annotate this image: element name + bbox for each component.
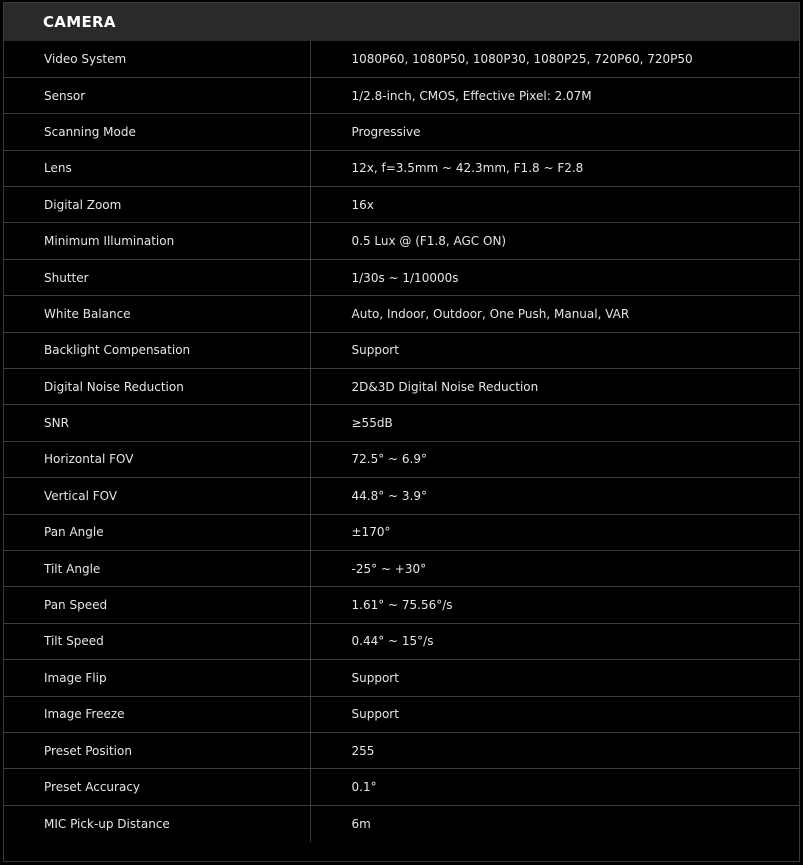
spec-label: Tilt Angle	[4, 550, 310, 586]
spec-label: Minimum Illumination	[4, 223, 310, 259]
spec-label: Pan Speed	[4, 587, 310, 623]
spec-value: ±170°	[310, 514, 799, 550]
table-row	[4, 623, 799, 659]
spec-value: 1/30s ~ 1/10000s	[310, 259, 799, 295]
spec-value: 0.44° ~ 15°/s	[310, 623, 799, 659]
spec-value: Support	[310, 696, 799, 732]
table-row	[4, 405, 799, 441]
spec-value: 1/2.8-inch, CMOS, Effective Pixel: 2.07M	[310, 77, 799, 113]
spec-value: Progressive	[310, 114, 799, 150]
spec-value: 2D&3D Digital Noise Reduction	[310, 369, 799, 405]
spec-value: Support	[310, 660, 799, 696]
spec-value: Auto, Indoor, Outdoor, One Push, Manual, VAR	[310, 296, 799, 332]
table-row	[4, 223, 799, 259]
spec-label: Sensor	[4, 77, 310, 113]
spec-value: 12x, f=3.5mm ~ 42.3mm, F1.8 ~ F2.8	[310, 150, 799, 186]
spec-label: Tilt Speed	[4, 623, 310, 659]
spec-value: 0.5 Lux @ (F1.8, AGC ON)	[310, 223, 799, 259]
table-row	[4, 550, 799, 586]
spec-label: MIC Pick-up Distance	[4, 805, 310, 841]
spec-label: Backlight Compensation	[4, 332, 310, 368]
spec-value: -25° ~ +30°	[310, 550, 799, 586]
spec-label: Image Freeze	[4, 696, 310, 732]
spec-value: 72.5° ~ 6.9°	[310, 441, 799, 477]
spec-label: Scanning Mode	[4, 114, 310, 150]
spec-value: Support	[310, 332, 799, 368]
spec-label: Vertical FOV	[4, 478, 310, 514]
spec-value: 1.61° ~ 75.56°/s	[310, 587, 799, 623]
table-row	[4, 187, 799, 223]
spec-label: Digital Noise Reduction	[4, 369, 310, 405]
table-row	[4, 769, 799, 805]
table-row	[4, 660, 799, 696]
table-row	[4, 805, 799, 841]
spec-label: SNR	[4, 405, 310, 441]
table-row	[4, 259, 799, 295]
spec-value: 6m	[351, 816, 371, 831]
camera-spec-panel	[3, 2, 800, 862]
table-row	[4, 332, 799, 368]
table-row	[4, 77, 799, 113]
table-row	[4, 696, 799, 732]
spec-table-body	[4, 41, 799, 842]
spec-value: 1080P60, 1080P50, 1080P30, 1080P25, 720P60, 720P50	[310, 41, 799, 77]
table-row	[4, 150, 799, 186]
spec-label: White Balance	[4, 296, 310, 332]
spec-label: Image Flip	[4, 660, 310, 696]
table-row	[4, 514, 799, 550]
table-row	[4, 41, 799, 77]
table-row	[4, 587, 799, 623]
spec-value: ≥55dB	[310, 405, 799, 441]
table-row	[4, 369, 799, 405]
table-row	[4, 296, 799, 332]
spec-label: Shutter	[4, 259, 310, 295]
spec-table	[4, 41, 799, 842]
section-header	[4, 3, 799, 41]
spec-label: Digital Zoom	[4, 187, 310, 223]
spec-label: Preset Position	[4, 732, 310, 768]
spec-label: Video System	[4, 41, 310, 77]
table-row	[4, 441, 799, 477]
table-row	[4, 478, 799, 514]
section-title: CAMERA	[43, 13, 116, 31]
spec-value: 0.1°	[310, 769, 799, 805]
spec-label: Lens	[4, 150, 310, 186]
spec-label: Pan Angle	[4, 514, 310, 550]
table-row	[4, 732, 799, 768]
spec-label: Horizontal FOV	[4, 441, 310, 477]
table-row	[4, 114, 799, 150]
spec-value: 16x	[310, 187, 799, 223]
spec-value: 44.8° ~ 3.9°	[310, 478, 799, 514]
spec-value: 255	[310, 732, 799, 768]
spec-label: Preset Accuracy	[4, 769, 310, 805]
